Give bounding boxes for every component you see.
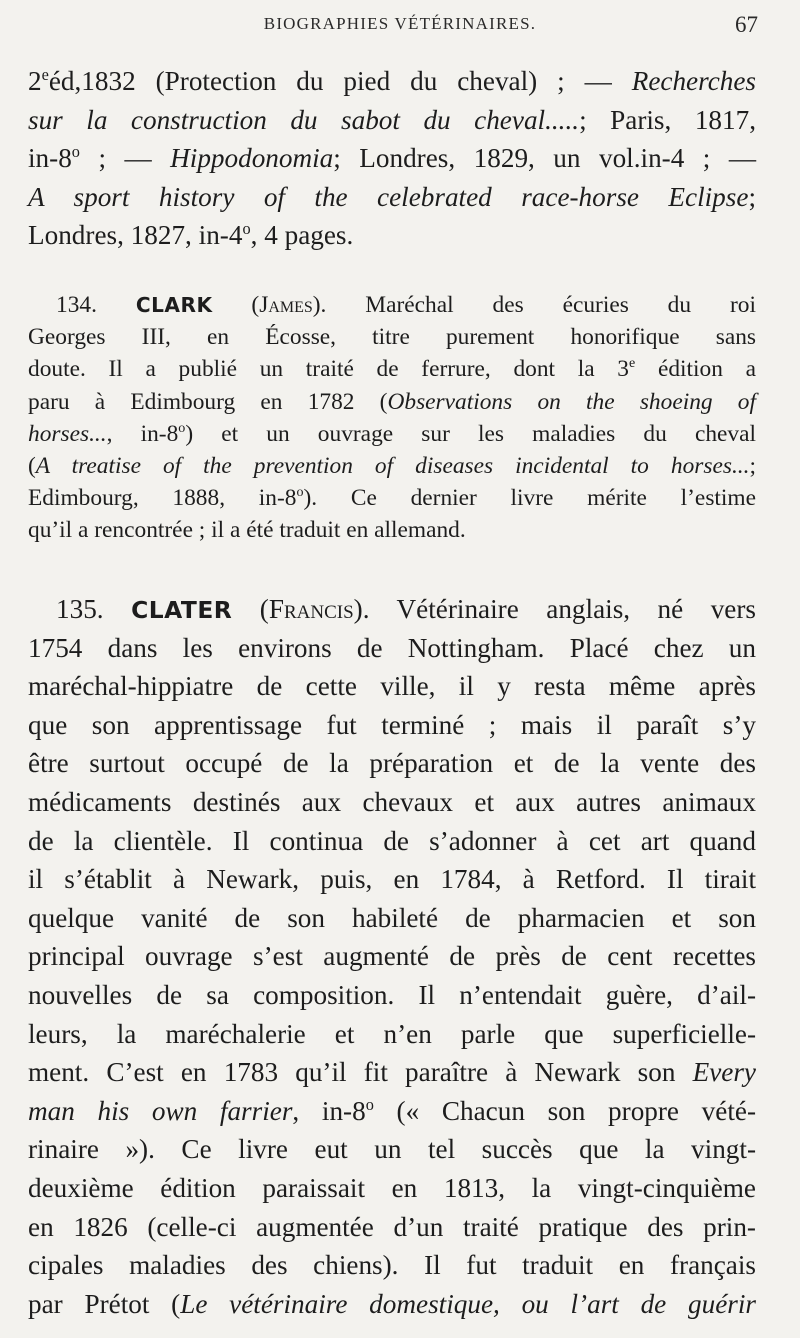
continuation-paragraph <box>28 62 756 255</box>
text-line: maréchal-hippiatre de cette ville, il y resta même après <box>28 671 756 702</box>
text-line: cipales maladies des chiens). Il fut traduit en français <box>28 1250 756 1281</box>
text-line: rinaire »). Ce livre eut un tel succès que la vingt- <box>28 1134 756 1165</box>
text-line: en 1826 (celle-ci augmentée d’un traité pratique des prin- <box>28 1211 756 1242</box>
text-line: Londres, 1827, in-4$^o$, 4 pages. <box>28 219 354 251</box>
text-line: A sport history of the celebrated race-horse Eclipse; <box>28 181 756 212</box>
text-line: par Prétot (Le vétérinaire domestique, ou l’art de guérir <box>28 1288 756 1319</box>
running-title: BIOGRAPHIES VÉTÉRINAIRES. <box>263 14 537 33</box>
text-line: que son apprentissage fut terminé ; mais il paraît s’y <box>28 709 756 740</box>
text-line: qu’il a rencontrée ; il a été traduit en allemand. <box>28 517 466 544</box>
entry-number: 134. <box>56 292 97 318</box>
text-line: deuxième édition paraissait en 1813, la vingt-cinquième <box>28 1172 756 1203</box>
text-line: nouvelles de sa composition. Il n’entendait guère, d’ail- <box>28 979 756 1010</box>
text-line: être surtout occupé de la préparation et de la vente des <box>28 748 756 779</box>
text-line: man his own farrier, in-8$^o$ (« Chacun son propre vété- <box>28 1094 757 1126</box>
entry-number: 135. <box>56 594 104 624</box>
entry-134 <box>28 289 756 547</box>
text-line: il s’établit à Newark, puis, en 1784, à Retford. Il tirait <box>28 864 756 895</box>
text-line: quelque vanité de son habileté de pharmacien et son <box>28 902 756 933</box>
entry-name: CLATER <box>131 596 233 624</box>
entry-name: CLARK <box>135 293 213 317</box>
text-line: Edimbourg, 1888, in-8$^o$). Ce dernier livre mérite l’estime <box>28 484 756 512</box>
text-line: leurs, la maréchalerie et n’en parle que superficielle- <box>28 1018 756 1049</box>
text-line: de la clientèle. Il continua de s’adonner à cet art quand <box>28 825 756 856</box>
text-line: horses..., in-8$^o$) et un ouvrage sur les maladies du cheval <box>28 419 756 447</box>
text-line: 1754 dans les environs de Nottingham. Placé chez un <box>28 632 756 663</box>
entry-135 <box>28 590 756 1323</box>
entry-forename: (James). <box>251 292 327 318</box>
text-line: sur la construction du sabot du cheval.....; Paris, 1817, <box>28 104 756 135</box>
text-line: (A treatise of the prevention of diseases incidental to horses...; <box>28 452 756 479</box>
text-line: médicaments destinés aux chevaux et aux autres animaux <box>28 786 756 817</box>
text-line: principal ouvrage s’est augmenté de près de cent recettes <box>28 941 756 972</box>
text-line: doute. Il a publié un traité de ferrure, dont la 3e édition a <box>28 355 756 383</box>
text-line: Georges III, en Écosse, titre purement honorifique sans <box>28 324 756 351</box>
text-line: 2eéd,1832 (Protection du pied du cheval) ; — Recherches <box>28 64 757 96</box>
entry-forename: (Francis). <box>259 594 370 624</box>
text-line: in-8$^o$ ; — Hippodonomia; Londres, 1829, un vol.in-4 ; — <box>28 142 757 174</box>
text-line: paru à Edimbourg en 1782 (Observations on the shoeing of <box>28 388 757 415</box>
entry-heading-line: 135. CLATER (Francis). Vétérinaire anglais, né vers <box>56 594 756 624</box>
entry-heading-line: 134. CLARK (James). Maréchal des écuries du roi <box>56 292 756 318</box>
page-number: 67 <box>735 12 758 37</box>
text-line: ment. C’est en 1783 qu’il fit paraître à Newark son Every <box>28 1057 756 1088</box>
